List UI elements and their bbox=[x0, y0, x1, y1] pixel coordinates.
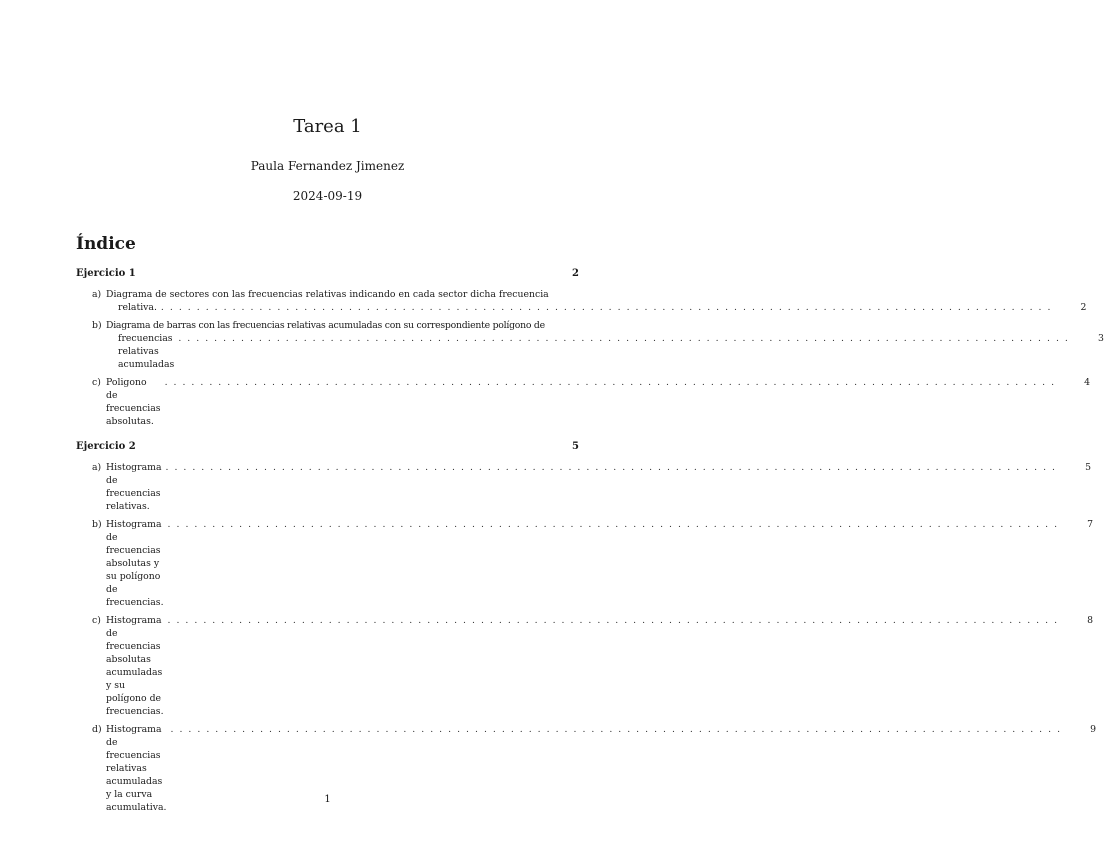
toc-entry-text: Histograma de frecuencias relativas acumuladas y la curva acumulativa. bbox=[106, 724, 167, 813]
toc-entry[interactable] bbox=[76, 518, 1094, 609]
toc-entry-page: 2 bbox=[1080, 302, 1087, 313]
toc-entry-page: 9 bbox=[1090, 724, 1097, 735]
document-author: Paula Fernandez Jimenez bbox=[250, 159, 405, 173]
toc-section-ejercicio-2[interactable] bbox=[76, 441, 579, 455]
toc-entry-marker: c) bbox=[92, 615, 101, 626]
toc-leader-dots: .................................................................................................... bbox=[178, 333, 1074, 344]
toc-section-ejercicio-1[interactable] bbox=[76, 268, 579, 282]
toc-entry-page: 3 bbox=[1097, 333, 1104, 344]
toc-entry[interactable] bbox=[76, 376, 1091, 428]
document-date: 2024-09-19 bbox=[292, 189, 363, 203]
toc-entry-text: Diagrama de sectores con las frecuencias relativas indicando en cada sector dicha frecuencia bbox=[106, 289, 549, 300]
toc-leader-dots: .................................................................................................... bbox=[167, 519, 1064, 530]
document-title: Tarea 1 bbox=[293, 116, 362, 137]
toc-section-label: Ejercicio 2 bbox=[76, 441, 136, 452]
toc-entry-text-cont: frecuencias relativas acumuladas bbox=[118, 333, 175, 370]
toc-leader-dots: .................................................................................................... bbox=[170, 724, 1067, 735]
table-of-contents bbox=[76, 234, 1104, 819]
toc-entry-text: Histograma de frecuencias relativas. bbox=[106, 462, 162, 512]
toc-leader-dots: .................................................................................................... bbox=[160, 302, 1057, 313]
toc-section-page: 5 bbox=[572, 441, 579, 452]
toc-entry[interactable] bbox=[76, 288, 1087, 314]
toc-entry-marker: d) bbox=[92, 724, 102, 735]
toc-entry[interactable] bbox=[76, 614, 1094, 718]
toc-leader-dots: .................................................................................................... bbox=[164, 377, 1061, 388]
toc-entry-text: Histograma de frecuencias absolutas y su polígono de frecuencias. bbox=[106, 519, 164, 608]
page-number: 1 bbox=[324, 794, 331, 805]
toc-entry-marker: a) bbox=[92, 462, 102, 473]
toc-entry-marker: b) bbox=[92, 320, 102, 331]
toc-entry-marker: a) bbox=[92, 289, 102, 300]
toc-entry-text: Histograma de frecuencias absolutas acumuladas y su polígono de frecuencias. bbox=[106, 615, 164, 717]
toc-entry-marker: c) bbox=[92, 377, 101, 388]
toc-leader-dots: .................................................................................................... bbox=[165, 462, 1062, 473]
toc-entry[interactable] bbox=[76, 319, 1104, 371]
toc-entry-marker: b) bbox=[92, 519, 102, 530]
toc-entry-page: 8 bbox=[1087, 615, 1094, 626]
toc-entry[interactable] bbox=[76, 461, 1092, 513]
toc-entry-text: Diagrama de barras con las frecuencias relativas acumuladas con su correspondiente polígono de bbox=[106, 320, 545, 331]
toc-entry-page: 4 bbox=[1084, 377, 1091, 388]
toc-entry-text-cont: relativa. bbox=[118, 302, 157, 313]
toc-entry-text: Poligono de frecuencias absolutas. bbox=[106, 377, 161, 427]
toc-heading: Índice bbox=[76, 234, 136, 254]
toc-leader-dots: .................................................................................................... bbox=[167, 615, 1064, 626]
toc-section-page: 2 bbox=[572, 268, 579, 279]
toc-section-label: Ejercicio 1 bbox=[76, 268, 136, 279]
toc-entry-page: 7 bbox=[1087, 519, 1094, 530]
toc-entry-page: 5 bbox=[1085, 462, 1092, 473]
